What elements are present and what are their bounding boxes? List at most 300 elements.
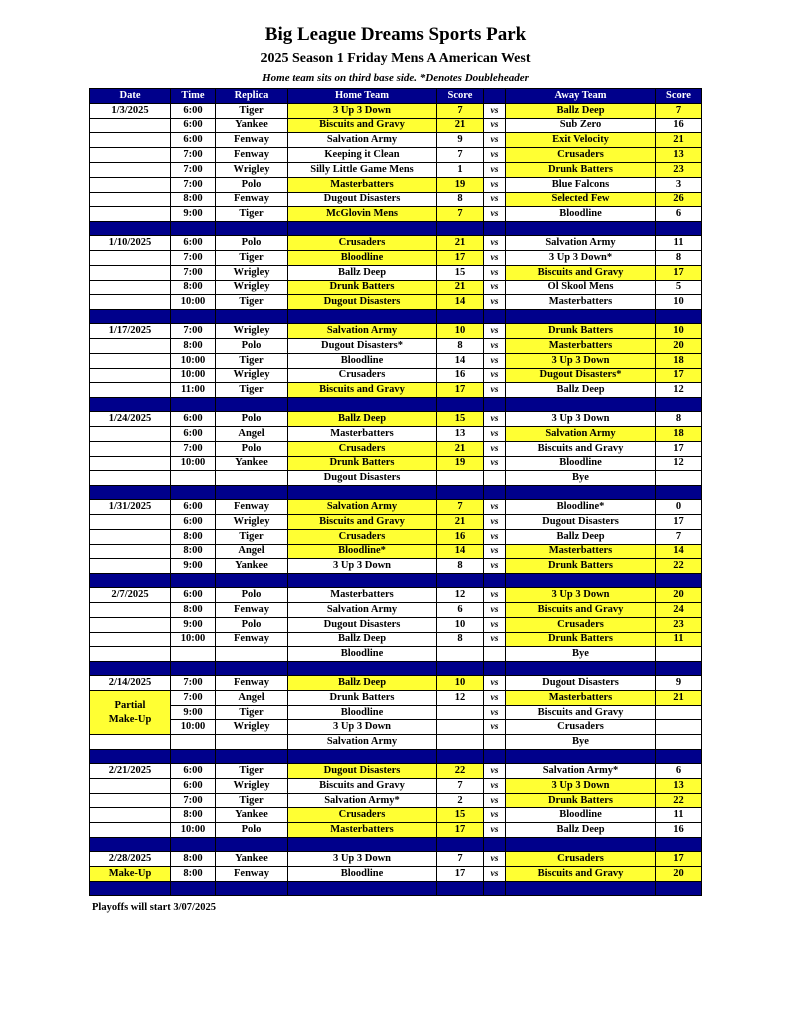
home-score: 16	[437, 529, 484, 544]
home-team: Crusaders	[288, 529, 437, 544]
separator-cell	[484, 398, 506, 412]
separator-cell	[506, 486, 656, 500]
separator-cell	[437, 662, 484, 676]
replica-field	[216, 471, 288, 486]
separator-cell	[216, 310, 288, 324]
table-row	[90, 544, 702, 559]
date-cell-empty	[90, 793, 171, 808]
away-score: 26	[656, 192, 702, 207]
replica-field: Tiger	[216, 295, 288, 310]
home-score: 2	[437, 793, 484, 808]
home-score: 21	[437, 514, 484, 529]
home-score: 21	[437, 236, 484, 251]
home-score: 21	[437, 441, 484, 456]
replica-field: Tiger	[216, 529, 288, 544]
home-score	[437, 647, 484, 662]
separator-cell	[506, 222, 656, 236]
date-cell-empty	[90, 295, 171, 310]
table-row	[90, 192, 702, 207]
home-score: 8	[437, 192, 484, 207]
date-cell-empty	[90, 471, 171, 486]
away-score: 22	[656, 793, 702, 808]
separator-cell	[656, 310, 702, 324]
away-team: Bye	[506, 471, 656, 486]
game-time: 6:00	[171, 426, 216, 441]
separator-cell	[484, 881, 506, 895]
date-cell-empty	[90, 148, 171, 163]
table-row	[90, 852, 702, 867]
home-team: Keeping it Clean	[288, 148, 437, 163]
col-header-home-team: Home Team	[288, 89, 437, 104]
makeup-note: Make-Up	[90, 866, 171, 881]
away-team: Selected Few	[506, 192, 656, 207]
away-score: 7	[656, 529, 702, 544]
table-row	[90, 177, 702, 192]
away-team: Ballz Deep	[506, 529, 656, 544]
home-team: 3 Up 3 Down	[288, 720, 437, 735]
replica-field: Yankee	[216, 852, 288, 867]
home-score: 17	[437, 823, 484, 838]
home-score: 9	[437, 133, 484, 148]
table-row	[90, 118, 702, 133]
separator-cell	[656, 486, 702, 500]
away-score: 13	[656, 148, 702, 163]
home-score	[437, 735, 484, 750]
game-time: 6:00	[171, 118, 216, 133]
separator-cell	[90, 881, 171, 895]
replica-field: Tiger	[216, 207, 288, 222]
date-cell-empty	[90, 529, 171, 544]
table-row	[90, 529, 702, 544]
away-team: Drunk Batters	[506, 324, 656, 339]
home-score: 21	[437, 118, 484, 133]
home-score	[437, 720, 484, 735]
away-score: 3	[656, 177, 702, 192]
home-score: 8	[437, 559, 484, 574]
vs-label: vs	[484, 705, 506, 720]
vs-label: vs	[484, 852, 506, 867]
away-team: Dugout Disasters	[506, 514, 656, 529]
home-score: 19	[437, 177, 484, 192]
vs-label: vs	[484, 368, 506, 383]
separator-cell	[437, 838, 484, 852]
table-row	[90, 735, 702, 750]
replica-field: Polo	[216, 823, 288, 838]
separator-cell	[90, 310, 171, 324]
playoffs-note: Playoffs will start 3/07/2025	[92, 902, 216, 913]
separator-cell	[171, 310, 216, 324]
away-score: 16	[656, 823, 702, 838]
game-date: 1/17/2025	[90, 324, 171, 339]
home-team: Biscuits and Gravy	[288, 514, 437, 529]
date-cell-empty	[90, 192, 171, 207]
table-row	[90, 617, 702, 632]
away-team: Bloodline	[506, 456, 656, 471]
replica-field: Angel	[216, 426, 288, 441]
away-team: Dugout Disasters*	[506, 368, 656, 383]
separator-cell	[656, 222, 702, 236]
replica-field: Wrigley	[216, 162, 288, 177]
separator-cell	[656, 398, 702, 412]
table-row	[90, 103, 702, 118]
game-date: 1/24/2025	[90, 412, 171, 427]
away-team: Crusaders	[506, 720, 656, 735]
home-score: 14	[437, 544, 484, 559]
home-team: Crusaders	[288, 236, 437, 251]
table-row	[90, 280, 702, 295]
game-time: 11:00	[171, 383, 216, 398]
table-row	[90, 236, 702, 251]
date-cell-empty	[90, 250, 171, 265]
away-team: Masterbatters	[506, 338, 656, 353]
game-time: 10:00	[171, 353, 216, 368]
game-time: 8:00	[171, 602, 216, 617]
week-separator	[90, 750, 702, 764]
home-score: 12	[437, 588, 484, 603]
game-time: 7:00	[171, 793, 216, 808]
separator-cell	[506, 881, 656, 895]
game-time: 7:00	[171, 690, 216, 705]
home-score: 1	[437, 162, 484, 177]
away-score: 23	[656, 162, 702, 177]
date-cell-empty	[90, 617, 171, 632]
separator-cell	[90, 398, 171, 412]
vs-label: vs	[484, 441, 506, 456]
replica-field: Polo	[216, 588, 288, 603]
game-time: 6:00	[171, 764, 216, 779]
separator-cell	[90, 222, 171, 236]
game-time: 9:00	[171, 705, 216, 720]
table-row	[90, 500, 702, 515]
vs-label: vs	[484, 324, 506, 339]
home-team: Drunk Batters	[288, 280, 437, 295]
separator-cell	[656, 881, 702, 895]
game-time	[171, 471, 216, 486]
separator-cell	[437, 881, 484, 895]
vs-label: vs	[484, 778, 506, 793]
separator-cell	[216, 750, 288, 764]
date-cell-empty	[90, 133, 171, 148]
home-team: Bloodline	[288, 647, 437, 662]
game-date: 1/10/2025	[90, 236, 171, 251]
col-header-home-score: Score	[437, 89, 484, 104]
table-row	[90, 808, 702, 823]
home-team: Salvation Army	[288, 602, 437, 617]
game-time: 6:00	[171, 236, 216, 251]
home-team: Drunk Batters	[288, 690, 437, 705]
separator-cell	[216, 222, 288, 236]
home-score: 6	[437, 602, 484, 617]
table-row	[90, 368, 702, 383]
replica-field: Fenway	[216, 192, 288, 207]
vs-label: vs	[484, 103, 506, 118]
game-time: 7:00	[171, 265, 216, 280]
away-score: 12	[656, 456, 702, 471]
separator-cell	[288, 486, 437, 500]
separator-cell	[216, 398, 288, 412]
home-team: Salvation Army*	[288, 793, 437, 808]
separator-cell	[171, 662, 216, 676]
game-date: 2/28/2025	[90, 852, 171, 867]
table-row	[90, 383, 702, 398]
table-row	[90, 441, 702, 456]
away-score: 17	[656, 441, 702, 456]
date-cell-empty	[90, 602, 171, 617]
separator-cell	[437, 310, 484, 324]
game-time: 7:00	[171, 148, 216, 163]
away-score: 21	[656, 133, 702, 148]
replica-field: Tiger	[216, 705, 288, 720]
away-score: 11	[656, 808, 702, 823]
home-team: Bloodline	[288, 353, 437, 368]
table-row	[90, 720, 702, 735]
away-score: 9	[656, 676, 702, 691]
separator-cell	[506, 838, 656, 852]
home-score: 15	[437, 808, 484, 823]
away-team: Biscuits and Gravy	[506, 441, 656, 456]
home-score: 7	[437, 103, 484, 118]
game-time: 8:00	[171, 544, 216, 559]
vs-label	[484, 647, 506, 662]
replica-field: Fenway	[216, 500, 288, 515]
separator-cell	[484, 310, 506, 324]
vs-label: vs	[484, 632, 506, 647]
separator-cell	[171, 222, 216, 236]
game-time: 10:00	[171, 456, 216, 471]
away-team: Salvation Army	[506, 426, 656, 441]
replica-field: Tiger	[216, 250, 288, 265]
away-team: Biscuits and Gravy	[506, 705, 656, 720]
home-score: 22	[437, 764, 484, 779]
separator-cell	[656, 750, 702, 764]
replica-field: Wrigley	[216, 368, 288, 383]
week-separator	[90, 881, 702, 895]
home-score: 7	[437, 852, 484, 867]
home-score: 15	[437, 265, 484, 280]
separator-cell	[437, 486, 484, 500]
away-score	[656, 705, 702, 720]
home-team: McGlovin Mens	[288, 207, 437, 222]
away-team: Masterbatters	[506, 690, 656, 705]
home-score: 15	[437, 412, 484, 427]
col-header-away-score: Score	[656, 89, 702, 104]
away-score: 6	[656, 764, 702, 779]
away-score: 14	[656, 544, 702, 559]
away-team: Masterbatters	[506, 295, 656, 310]
table-row	[90, 632, 702, 647]
home-team: Bloodline	[288, 866, 437, 881]
game-time: 8:00	[171, 280, 216, 295]
game-time: 9:00	[171, 617, 216, 632]
table-row	[90, 148, 702, 163]
home-team: Dugout Disasters	[288, 471, 437, 486]
away-score: 22	[656, 559, 702, 574]
game-time	[171, 647, 216, 662]
home-team: Bloodline	[288, 250, 437, 265]
away-score: 17	[656, 368, 702, 383]
week-separator	[90, 222, 702, 236]
replica-field: Polo	[216, 177, 288, 192]
game-time: 10:00	[171, 720, 216, 735]
date-cell-empty	[90, 647, 171, 662]
game-date: 2/14/2025	[90, 676, 171, 691]
game-time: 10:00	[171, 823, 216, 838]
separator-cell	[506, 310, 656, 324]
replica-field: Fenway	[216, 133, 288, 148]
home-team: Dugout Disasters	[288, 192, 437, 207]
separator-cell	[288, 881, 437, 895]
vs-label: vs	[484, 162, 506, 177]
vs-label: vs	[484, 133, 506, 148]
vs-label: vs	[484, 207, 506, 222]
table-row	[90, 426, 702, 441]
col-header-replica: Replica	[216, 89, 288, 104]
separator-cell	[484, 750, 506, 764]
game-time: 7:00	[171, 177, 216, 192]
game-time: 8:00	[171, 866, 216, 881]
away-score: 23	[656, 617, 702, 632]
table-row	[90, 324, 702, 339]
away-team: Drunk Batters	[506, 793, 656, 808]
game-date: 2/21/2025	[90, 764, 171, 779]
date-cell-empty	[90, 441, 171, 456]
separator-cell	[437, 750, 484, 764]
home-team: Masterbatters	[288, 426, 437, 441]
replica-field: Tiger	[216, 383, 288, 398]
vs-label: vs	[484, 866, 506, 881]
vs-label: vs	[484, 764, 506, 779]
replica-field: Angel	[216, 544, 288, 559]
vs-label: vs	[484, 118, 506, 133]
separator-cell	[437, 222, 484, 236]
away-team: Ballz Deep	[506, 823, 656, 838]
table-row	[90, 823, 702, 838]
vs-label: vs	[484, 500, 506, 515]
replica-field: Angel	[216, 690, 288, 705]
table-row	[90, 676, 702, 691]
vs-label: vs	[484, 808, 506, 823]
replica-field: Fenway	[216, 676, 288, 691]
date-cell-empty	[90, 162, 171, 177]
separator-cell	[216, 486, 288, 500]
table-row	[90, 456, 702, 471]
replica-field: Polo	[216, 617, 288, 632]
date-cell-empty	[90, 177, 171, 192]
home-team: Dugout Disasters*	[288, 338, 437, 353]
separator-cell	[90, 662, 171, 676]
home-team: Silly Little Game Mens	[288, 162, 437, 177]
separator-cell	[171, 398, 216, 412]
separator-cell	[656, 574, 702, 588]
game-time: 6:00	[171, 778, 216, 793]
home-score	[437, 705, 484, 720]
away-score	[656, 471, 702, 486]
separator-cell	[656, 662, 702, 676]
game-date: 2/7/2025	[90, 588, 171, 603]
separator-cell	[288, 310, 437, 324]
away-team: Bloodline	[506, 808, 656, 823]
vs-label: vs	[484, 559, 506, 574]
away-team: Masterbatters	[506, 544, 656, 559]
separator-cell	[216, 838, 288, 852]
home-team: Salvation Army	[288, 133, 437, 148]
game-time: 8:00	[171, 529, 216, 544]
date-cell-empty	[90, 823, 171, 838]
date-cell-empty	[90, 735, 171, 750]
vs-label: vs	[484, 265, 506, 280]
away-team: Sub Zero	[506, 118, 656, 133]
away-team: 3 Up 3 Down	[506, 778, 656, 793]
away-team: Bye	[506, 735, 656, 750]
separator-cell	[90, 750, 171, 764]
col-header-date: Date	[90, 89, 171, 104]
date-cell-empty	[90, 280, 171, 295]
table-row	[90, 295, 702, 310]
schedule-note: Home team sits on third base side. *Denotes Doubleheader	[262, 72, 529, 84]
home-score: 7	[437, 778, 484, 793]
separator-cell	[656, 838, 702, 852]
away-team: Bloodline	[506, 207, 656, 222]
schedule-table	[89, 88, 702, 896]
away-score: 17	[656, 514, 702, 529]
game-time: 7:00	[171, 676, 216, 691]
date-cell-empty	[90, 514, 171, 529]
game-time: 7:00	[171, 441, 216, 456]
replica-field: Polo	[216, 412, 288, 427]
away-score: 20	[656, 588, 702, 603]
separator-cell	[171, 574, 216, 588]
home-team: Masterbatters	[288, 588, 437, 603]
home-team: Masterbatters	[288, 177, 437, 192]
separator-cell	[288, 662, 437, 676]
week-separator	[90, 310, 702, 324]
home-team: Ballz Deep	[288, 265, 437, 280]
away-team: 3 Up 3 Down	[506, 588, 656, 603]
vs-label: vs	[484, 192, 506, 207]
separator-cell	[484, 574, 506, 588]
vs-label: vs	[484, 426, 506, 441]
away-score: 10	[656, 295, 702, 310]
replica-field: Wrigley	[216, 280, 288, 295]
home-team: 3 Up 3 Down	[288, 559, 437, 574]
away-team: 3 Up 3 Down*	[506, 250, 656, 265]
vs-label: vs	[484, 456, 506, 471]
separator-cell	[288, 750, 437, 764]
game-time: 10:00	[171, 632, 216, 647]
home-score: 8	[437, 632, 484, 647]
vs-label: vs	[484, 338, 506, 353]
vs-label: vs	[484, 793, 506, 808]
separator-cell	[171, 750, 216, 764]
date-cell-empty	[90, 265, 171, 280]
separator-cell	[216, 881, 288, 895]
away-team: Crusaders	[506, 617, 656, 632]
home-score: 10	[437, 324, 484, 339]
replica-field: Wrigley	[216, 720, 288, 735]
table-row	[90, 690, 702, 705]
col-header-time: Time	[171, 89, 216, 104]
vs-label: vs	[484, 529, 506, 544]
separator-cell	[484, 486, 506, 500]
away-score: 7	[656, 103, 702, 118]
home-score: 7	[437, 207, 484, 222]
game-time	[171, 735, 216, 750]
replica-field: Fenway	[216, 866, 288, 881]
replica-field: Polo	[216, 236, 288, 251]
game-time: 10:00	[171, 295, 216, 310]
home-team: Drunk Batters	[288, 456, 437, 471]
away-team: Crusaders	[506, 148, 656, 163]
